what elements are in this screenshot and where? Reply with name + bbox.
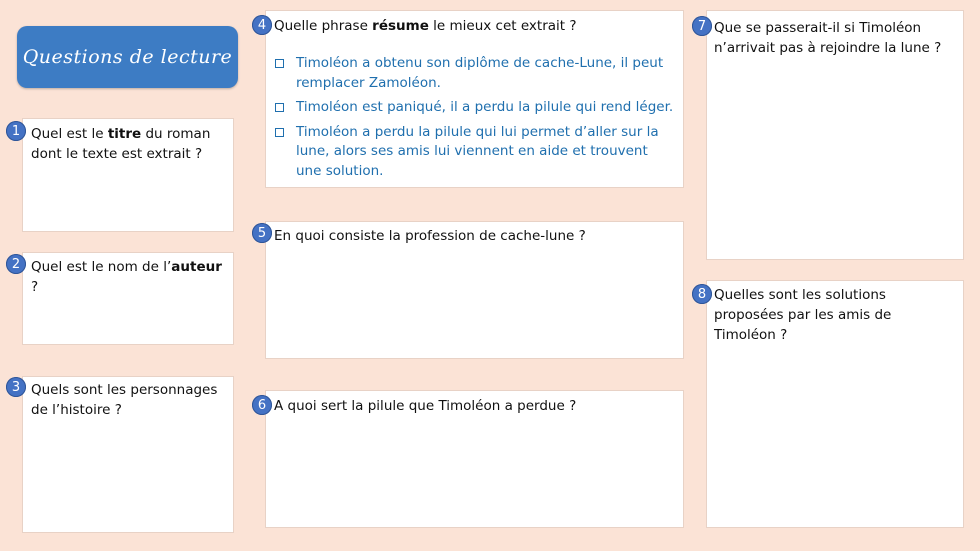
checkbox-icon[interactable] [275,128,284,137]
question-number-badge: 3 [6,377,26,397]
question-number-badge: 1 [6,121,26,141]
page-title: Questions de lecture [17,26,238,88]
checkbox-icon[interactable] [275,103,284,112]
question-3-text: Quels sont les personnages de l’histoire ? [31,382,218,418]
question-1-text: Quel est le titre du roman dont le texte est extrait ? [31,126,211,162]
question-number-badge: 7 [692,16,712,36]
answer-options [270,54,675,186]
option-item[interactable]: Timoléon a perdu la pilule qui lui permet d’aller sur la lune, alors ses amis lui viennent en aide et trouvent une solution. [270,123,675,182]
question-4-text: Quelle phrase résume le mieux cet extrait ? [274,18,577,34]
question-5-text: En quoi consiste la profession de cache-lune ? [274,228,586,244]
option-item[interactable]: Timoléon est paniqué, il a perdu la pilule qui rend léger. [270,98,675,118]
question-6-text: A quoi sert la pilule que Timoléon a perdue ? [274,398,577,414]
question-2-text: Quel est le nom de l’auteur ? [31,259,222,295]
checkbox-icon[interactable] [275,59,284,68]
question-number-badge: 8 [692,284,712,304]
question-number-badge: 4 [252,15,272,35]
question-7-text: Que se passerait-il si Timoléon n’arrivait pas à rejoindre la lune ? [714,20,942,56]
question-number-badge: 6 [252,395,272,415]
question-8-text: Quelles sont les solutions proposées par les amis de Timoléon ? [714,287,892,343]
question-number-badge: 2 [6,254,26,274]
option-item[interactable]: Timoléon a obtenu son diplôme de cache-Lune, il peut remplacer Zamoléon. [270,54,675,93]
question-number-badge: 5 [252,223,272,243]
